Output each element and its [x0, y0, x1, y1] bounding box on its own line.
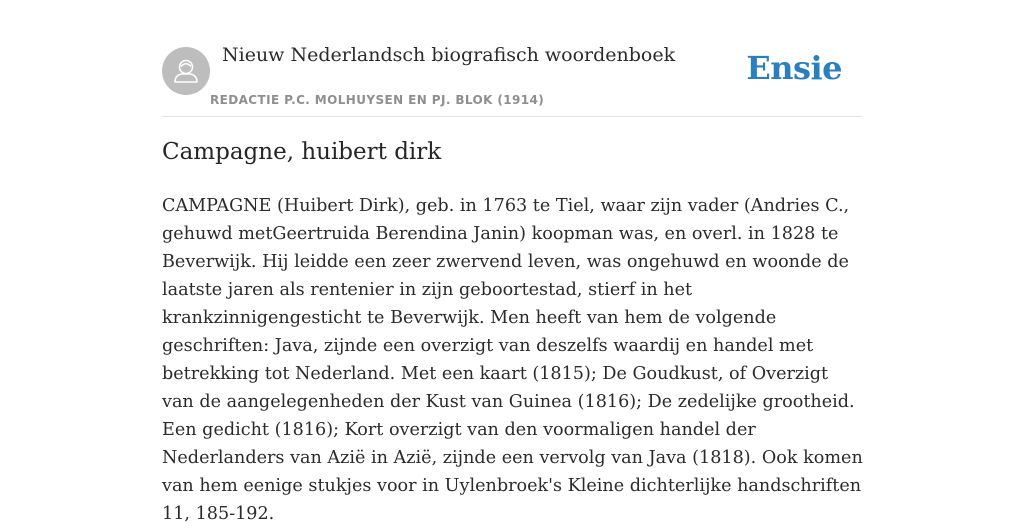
entry-title: Campagne, huibert dirk — [162, 139, 442, 165]
book-editors: REDACTIE P.C. MOLHUYSEN EN PJ. BLOK (1914) — [210, 93, 545, 107]
book-title[interactable]: Nieuw Nederlandsch biografisch woordenboek — [222, 44, 676, 66]
user-icon — [162, 47, 210, 95]
ensie-logo[interactable]: Ensie — [746, 49, 842, 87]
book-header — [162, 40, 862, 117]
entry-body: CAMPAGNE (Huibert Dirk), geb. in 1763 te Tiel, waar zijn vader (Andries C., gehuwd metGeertruida Berendina Janin) koopman was, en overl. in 1828 te Beverwijk. Hij leidde een zeer zwervend leven, was ongehuwd en woonde de laatste jaren als rentenier in zijn geboortestad, stierf in het krankzinnigengesticht te Beverwijk. Men heeft van hem de volgende geschriften: Java, zijnde een overzigt van deszelfs waardij en handel met betrekking tot Nederland. Met een kaart (1815); De Goudkust, of Overzigt van de aangelegenheden der Kust van Guinea (1816); De zedelijke grootheid. Een gedicht (1816); Kort overzigt van den voormaligen handel der Nederlanders van Azië in Azië, zijnde een vervolg van Java (1818). Ook komen van hem eenige stukjes voor in Uylenbroek's Kleine dichterlijke handschriften 11, 185-192. — [162, 196, 863, 524]
